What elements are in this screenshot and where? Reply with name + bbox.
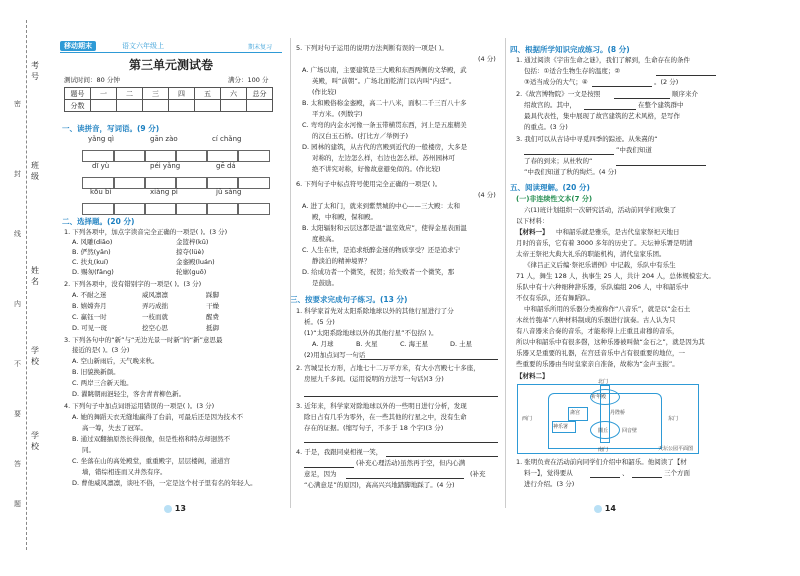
column-divider: [505, 38, 506, 508]
option: C. 两岸三合新天地。: [72, 379, 133, 387]
option: B. 嬉嫦奔月: [72, 302, 107, 310]
question: 6. 下列句子中标点符号使用完全正确的一项是( )。: [296, 180, 442, 188]
question-cont: 意足，因为: [304, 470, 337, 478]
brand-logo: 移动期末: [60, 41, 96, 51]
score-input[interactable]: [91, 100, 117, 112]
question: 2. 宫城呈长方形，占地七十二万平方米，有大小宫殿七十多座，: [296, 364, 480, 372]
answer-line[interactable]: [346, 478, 464, 479]
answer-line[interactable]: [386, 456, 498, 457]
question: 1. 通过阅读《宇宙生命之谜》，我们了解到，生命存在的条件: [516, 56, 691, 64]
material-text: 中和韶乐就是雅乐，是古代皇家祭祀天地日: [556, 228, 680, 236]
option: 弄巧成拙: [142, 302, 168, 310]
answer-line[interactable]: [592, 86, 652, 87]
material-text: 71 人，舞生 128 人，执事生 25 人，共计 204 人，总体规模宏大。: [516, 272, 715, 280]
question: 4. 于是，我跟同桌相视一笑，: [296, 448, 383, 456]
school-label: 学校: [31, 431, 39, 451]
option-cont: 绝不讲究对称，好像故意避免似的。(作比较): [312, 165, 441, 173]
option: B. 旧貌换新颜。: [72, 368, 120, 376]
material-text: 乐器又是重要的礼器，在宫廷音乐中占有很重要的地位，一: [516, 349, 685, 357]
question-cont: 了春的到来；从杜牧的“: [524, 157, 593, 165]
option-cont: 是鼓励。: [312, 279, 338, 287]
score-cell: 一: [91, 88, 117, 100]
question-cont: 料一】，觉得要从: [524, 469, 573, 477]
section-3-heading: 三、按要求完成句子练习。(13 分): [290, 295, 408, 304]
page-number-left: [164, 504, 186, 513]
class-label: 班级: [31, 161, 39, 181]
question: 1. 张明负责在活动前向同学们介绍中和韶乐。他阅读了【材: [516, 458, 687, 466]
park-map: [517, 379, 699, 454]
pinyin: dī yù: [92, 162, 110, 170]
binding-sidebar: [0, 0, 58, 576]
pinyin: xiàng pí: [150, 188, 178, 196]
answer-line[interactable]: [616, 165, 706, 166]
question-cont: 除日占有几乎为零外，在一些其他的行星之中，没有生命: [304, 413, 467, 421]
option: D. 园林的建筑，从古代的宫殿到近代的一般楼房，大多是: [302, 143, 468, 151]
question-cont: 的重点。(3 分): [524, 123, 568, 131]
option-cont: 殿，中和殿，保和殿。: [312, 213, 377, 221]
question-cont: ”中我们知道: [616, 146, 652, 154]
fold-char: 题: [14, 500, 21, 508]
material-text: 乐队中有十六种细种辞乐器，乐队编组 206 人，中和韶乐中: [516, 283, 689, 291]
option-cont: 静淡泊的精神境界？: [312, 257, 371, 265]
option-cont: 对称的，左边怎么样，右边也怎么样。苏州园林可: [312, 154, 455, 162]
map-label: 东门: [668, 416, 679, 422]
pinyin: jǔ sàng: [216, 188, 242, 196]
section-2-heading: 二、选择题。(20 分): [62, 217, 135, 226]
answer-line[interactable]: [304, 467, 354, 468]
question: 1. 科学家首先对太阳系除地球以外的其他行星进行了分: [296, 307, 454, 315]
answer-box[interactable]: [144, 198, 208, 217]
material-text: 所以中和韶乐中有很多磬，这种乐器被叫做“金石之”，就是因为其: [516, 338, 705, 346]
map-label: 圜丘: [598, 428, 609, 434]
score-input[interactable]: [169, 100, 195, 112]
material-text: 些重要的乐器由当时皇家亲自准备，故称为“金声玉振”。: [516, 360, 679, 368]
option: A. 空山新雨后，天气晚来秋。: [72, 357, 159, 365]
option: B. 火星: [356, 340, 378, 348]
question: 1. 下列各项中，加点字读音完全正确的一项是( )。(3 分): [64, 228, 228, 236]
option-cont: 英殿，叫“前朝”。广场北面乾清门以内叫“内廷”。: [312, 77, 456, 85]
question: 3. 我们可以从古诗中寻觅四季的踪迹。从朱熹的“: [516, 135, 658, 143]
score-table: [64, 87, 273, 112]
points: (4 分): [478, 191, 496, 199]
question: 3. 下列各句中的“新”与“无边光景一时新”的“新”意思最: [64, 336, 223, 344]
full-score: 满分：100 分: [228, 76, 269, 84]
question-cont: 在整个建筑群中: [638, 101, 684, 109]
answer-line[interactable]: [614, 98, 670, 99]
option: D. 曹他威风凛凛，谈吐不俗，一定是这个村子里有名的年轻人。: [72, 479, 257, 487]
score-cell: 题号: [65, 88, 91, 100]
header-rule: [60, 52, 282, 53]
pinyin: péi yǎng: [150, 162, 181, 170]
option: C. 扶丸(kuí): [72, 258, 109, 266]
question-cont: 析。(5 分): [304, 318, 335, 326]
map-label: 斋宫: [570, 410, 581, 416]
option: 醒费: [206, 313, 219, 321]
points: (4 分): [478, 55, 496, 63]
question: (1)“太阳系除地球以外的其他行星”不包括( )。: [304, 329, 438, 337]
pinyin: gē dá: [216, 162, 236, 170]
brand-tag: 期末复习: [248, 44, 273, 51]
option-cont: (作比较): [312, 88, 337, 96]
answer-line[interactable]: [656, 75, 716, 76]
binding-line: [26, 20, 27, 550]
material-1-title: 【材料一】: [516, 228, 549, 236]
score-input[interactable]: [117, 100, 143, 112]
answer-line[interactable]: [360, 359, 498, 360]
fold-char: 密: [14, 100, 21, 108]
intro-text: 以下材料：: [516, 217, 549, 225]
question: 5. 下列对句子运用的说明方法判断有误的一项是( )。: [296, 44, 448, 52]
pinyin: yǎng qì: [88, 135, 114, 143]
question: 3. 近年来，科学家对除地球以外的一些明日进行分析，发现: [296, 402, 467, 410]
section-1-heading: 一、读拼音，写词语。(9 分): [62, 124, 160, 133]
page-mark-icon: [594, 505, 602, 513]
option: A. 月球: [312, 340, 334, 348]
option-cont: 平方米。(列数字): [312, 110, 363, 118]
question-cont: 、: [622, 469, 629, 477]
brand-subject: 语文六年级上: [122, 42, 164, 50]
material-2-title: 【材料二】: [516, 372, 549, 380]
option: 一枝而就: [142, 313, 168, 321]
school-label-2: 学校: [31, 346, 39, 366]
question: 4. 下列句子中加点词语运用错误的一项是( )。(3 分): [64, 402, 215, 410]
option: B. 太阳辐射和云层这都是温“温室效应”，使得金星表面温: [302, 224, 467, 232]
fold-char: 答: [14, 460, 21, 468]
option: A. 不耐之迷: [72, 291, 107, 299]
option-cont: 高一筹，失去了冠军。: [82, 424, 147, 432]
question: 2.《故宫博物院》一文是按照: [516, 90, 601, 98]
map-label: 祈年殿: [591, 394, 607, 400]
option: A. 进了太和门，就来到紫禁城的中心——三大殿：太和: [302, 202, 460, 210]
material-text: 月时的音乐，它有着 3000 多年的历史了。天坛神乐署是明清: [516, 239, 693, 247]
fold-char: 内: [14, 300, 21, 308]
option: D. 给成功者一个微笑，祝贺；给失败者一个微笑，那: [302, 268, 455, 276]
score-cell: 总分: [247, 88, 273, 100]
section-4-heading: 四、根据所学知识完成练习。(8 分): [510, 45, 630, 54]
question-cont: 三个方面: [664, 469, 690, 477]
exam-number-label: 考号: [31, 61, 39, 81]
question-cont: 顺序来介: [672, 90, 698, 98]
test-time: 测试时间：80 分钟: [64, 76, 120, 84]
score-input[interactable]: [221, 100, 247, 112]
score-cell: 六: [221, 88, 247, 100]
points: 。(2 分): [654, 78, 679, 86]
option: C. 坐落在山的高处殿堂，重重殿宇，层层楼阁，道道宫: [72, 457, 231, 465]
option: A. 她的舞蹈天衣无缝地赢得了台前，可最后还是因为技术不: [72, 413, 243, 421]
pinyin: cí chǎng: [212, 135, 242, 143]
name-label: 姓名: [31, 266, 39, 286]
option: 金篮梓(kū): [176, 238, 209, 246]
option-cont: 同。: [82, 446, 95, 454]
answer-line[interactable]: [524, 154, 614, 155]
score-cell: 四: [169, 88, 195, 100]
option: D. 土星: [450, 340, 473, 348]
answer-line[interactable]: [304, 396, 498, 397]
material-text: 《律吕正义后编·祭祀乐谱例》中记载，乐队中有乐生: [524, 261, 676, 269]
map-label: 丹陛桥: [610, 410, 626, 416]
question-cont: 进行介绍。(3 分): [524, 480, 575, 488]
option: C. 海王星: [400, 340, 429, 348]
section-5-heading: 五、阅读理解。(20 分): [510, 183, 590, 192]
fold-char: 不: [14, 360, 21, 368]
question: 2. 下列各项中，没有错别字的一项是( )。(3 分): [64, 280, 202, 288]
score-cell: 二: [117, 88, 143, 100]
option: A. 广场以南，主要建筑是三大殿和东西两侧的文华殿，武: [302, 66, 467, 74]
option: D. 可见一斑: [72, 324, 108, 332]
question: (2)用加点词写一句话: [304, 351, 366, 359]
fold-char: 封: [14, 170, 21, 178]
map-label: 西门: [522, 416, 533, 422]
map-label: 南门: [598, 447, 609, 453]
material-text: 太帝王祭祀大典大礼乐的职能机构，清代皇家乐团。: [516, 250, 666, 258]
question-cont: ③适当成分的大气；④: [524, 78, 588, 86]
option: 威风凛凛: [142, 291, 168, 299]
option: D. 濯眺朝雨浥轻尘，客舍青青柳色新。: [72, 390, 186, 398]
score-input[interactable]: [247, 100, 273, 112]
score-cell: 分数: [65, 100, 91, 112]
option: D. 赐匆(fāng): [72, 268, 114, 276]
page-mark-icon: [164, 505, 172, 513]
score-cell: 三: [143, 88, 169, 100]
option: 抵御: [206, 324, 219, 332]
page-number-text: 14: [604, 504, 616, 513]
question-cont: 绍故宫的。其中，: [524, 101, 576, 109]
page-number-right: [594, 504, 616, 513]
material-text: 有八音器来合奏的音乐，才能称得上庄重且肃穆的音乐，: [516, 327, 679, 335]
map-caption: 天坛公园平面图: [658, 446, 694, 452]
option: A. 风雕(diāo): [72, 238, 113, 246]
option: B. 俨然(yān): [72, 248, 111, 256]
question-cont: 最具代表性，集中展现了故宫建筑的艺术风格，是写作: [524, 112, 680, 120]
question-cont: 包括：①适合生物生存的温度；②: [524, 67, 621, 75]
option-cont: 墙，错综相连而又井然有序。: [82, 468, 167, 476]
page-title: 第三单元测试卷: [128, 58, 213, 72]
answer-line[interactable]: [590, 477, 620, 478]
score-cell: 五: [195, 88, 221, 100]
fold-char: 线: [14, 230, 21, 238]
map-label: 北门: [598, 379, 609, 385]
option: 轮廓(guō): [176, 268, 207, 276]
pinyin: kōu bì: [90, 188, 112, 196]
question-cont: ”中我们知道了秋的绚烂。(4 分): [524, 168, 617, 176]
answer-box[interactable]: [206, 198, 270, 217]
option: 挖空心思: [142, 324, 168, 332]
score-input[interactable]: [195, 100, 221, 112]
question-cont: 房屋九千多间。(运用说明的方法写一句话)(3 分): [304, 375, 444, 383]
pinyin: gān zào: [150, 135, 178, 143]
option-cont: 度极高。: [312, 235, 338, 243]
answer-line[interactable]: [584, 109, 636, 110]
option: 踩脚: [206, 291, 219, 299]
option: 金銮殿(luán): [176, 258, 215, 266]
question-cont: (补充心理活动)虽然再于空，但内心满: [356, 459, 466, 467]
answer-line[interactable]: [304, 442, 498, 443]
subsection-heading: (一)非连续性文本(7 分): [516, 195, 593, 203]
question-cont: “心满意足”的原因)，高高兴兴地踏脚地踩了。(4 分): [304, 481, 455, 489]
option: C. 人生在世，是追求纸醉金迷的物质享受？还是追求宁: [302, 246, 461, 254]
map-label: 神乐署: [553, 424, 569, 430]
map-label: 回音壁: [622, 428, 638, 434]
material-text: 不仅有乐队，还有舞蹈队。: [516, 294, 594, 302]
intro-text: 六(1)班计划组织一次研究活动，活动前同学们收集了: [524, 206, 677, 214]
question-cont: 接近的是( )。(3 分): [72, 346, 130, 354]
column-divider: [290, 38, 291, 508]
option: C. 弯弯的内金水河像一条玉带横贯东西，河上是五座精美: [302, 121, 467, 129]
answer-line[interactable]: [632, 477, 662, 478]
option: B. 通过双翻抽原然长得很像，但是性格和特点却迥然不: [72, 435, 231, 443]
option: 干燥: [206, 302, 219, 310]
page-number-text: 13: [174, 504, 186, 513]
fold-char: 要: [14, 410, 21, 418]
question-cont: 存在的证据。(缩写句子，不多于 18 个字)(3 分): [304, 424, 444, 432]
answer-box[interactable]: [82, 198, 146, 217]
option: C. 赢钰一时: [72, 313, 107, 321]
material-text: 木丝竹匏革”八种材料制成的乐器进行演奏。古人认为只: [516, 316, 676, 324]
option-cont: 的汉白玉石桥。(打比方／举例子): [312, 132, 409, 140]
score-input[interactable]: [143, 100, 169, 112]
option: 掠夺(lüè): [176, 248, 204, 256]
option: B. 太和殿俗称金銮殿，高二十八米，面积二千三百八十多: [302, 99, 467, 107]
question-cont: (补充: [470, 470, 486, 478]
material-text: 中和韶乐所用的乐器分类被称作“八音乐”，就是以“金石土: [524, 305, 691, 313]
